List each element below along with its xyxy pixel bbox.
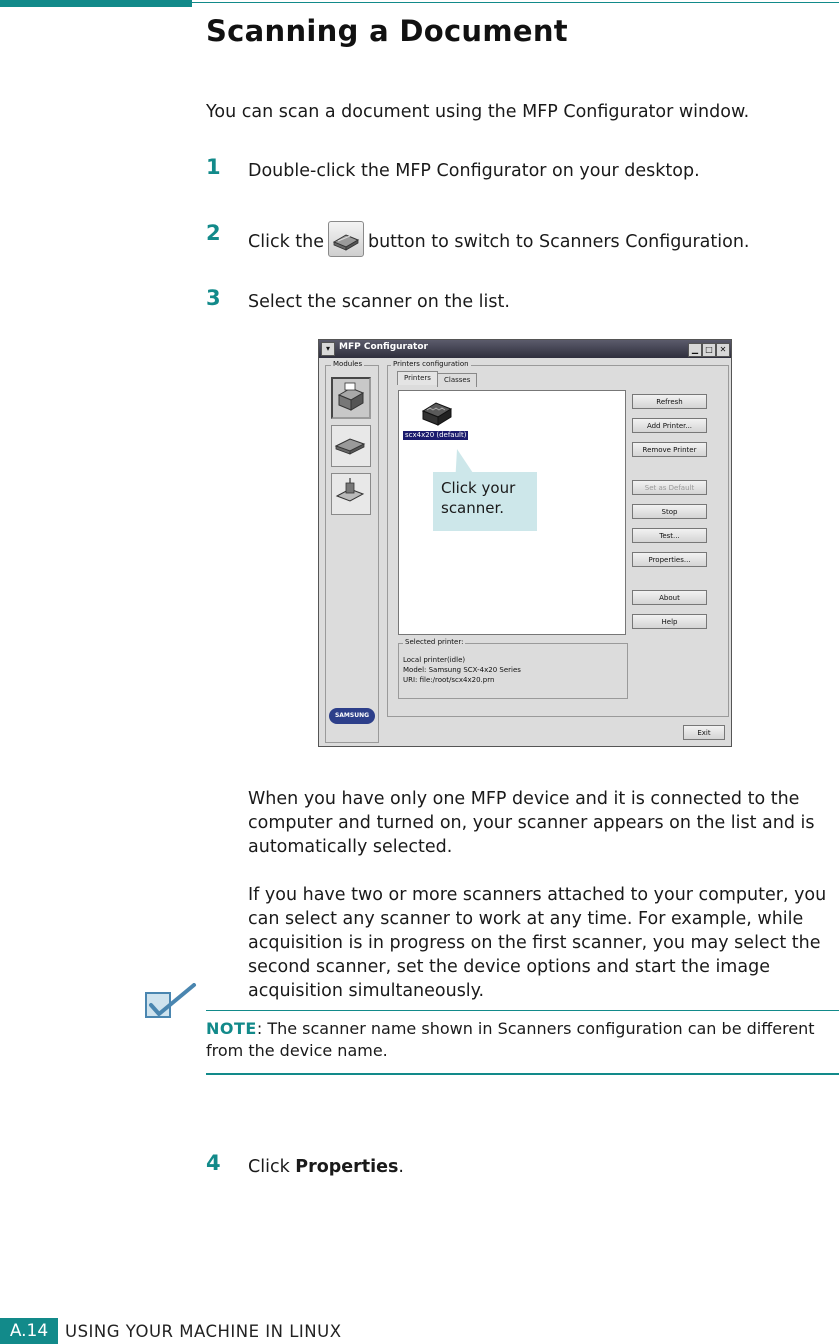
- intro-text: You can scan a document using the MFP Configurator window.: [206, 102, 750, 122]
- paragraph-single-device: When you have only one MFP device and it is connected to the computer and turned on, your scanner appears on the list and is automatically selected.: [248, 789, 815, 857]
- exit-button: Exit: [683, 725, 725, 740]
- checkmark-icon: [142, 983, 198, 1023]
- step-3-number: 3: [206, 286, 221, 310]
- callout-click-your-scanner: Click your scanner.: [433, 472, 537, 531]
- note-top-rule: [206, 1010, 839, 1011]
- step-2-text: [248, 224, 749, 260]
- step-1-number: 1: [206, 155, 221, 179]
- set-as-default-button: Set as Default: [632, 480, 707, 495]
- selected-printer-label: Selected printer:: [405, 638, 464, 646]
- note-text: [206, 1018, 836, 1062]
- window-titlebar: [319, 340, 731, 358]
- scanner-icon: [332, 426, 368, 464]
- step-2-text-before: Click the: [248, 232, 324, 252]
- printer-item-icon: [419, 397, 455, 429]
- step-4-text-before: Click: [248, 1157, 296, 1177]
- step-4-bold: Properties: [295, 1157, 399, 1177]
- samsung-logo: SAMSUNG: [329, 708, 375, 724]
- maximize-icon: □: [702, 343, 716, 357]
- about-button: About: [632, 590, 707, 605]
- modules-label: Modules: [333, 360, 363, 368]
- step-2-text-after: button to switch to Scanners Configuration.: [367, 232, 750, 252]
- add-printer-button: Add Printer...: [632, 418, 707, 433]
- scanners-module-button: [331, 425, 371, 467]
- window-menu-icon: ▾: [321, 342, 335, 356]
- printers-module-button: [331, 377, 371, 419]
- close-icon: ✕: [716, 343, 730, 357]
- printer-item-label: scx4x20 (default): [405, 431, 467, 439]
- header-rule: [192, 2, 839, 3]
- port-icon: [332, 474, 368, 512]
- stop-button: Stop: [632, 504, 707, 519]
- step-4-number: 4: [206, 1151, 221, 1175]
- modules-group: [325, 365, 379, 743]
- test-button: Test...: [632, 528, 707, 543]
- scanner-config-button: [328, 221, 364, 257]
- refresh-button: Refresh: [632, 394, 707, 409]
- scanner-icon: [329, 222, 363, 256]
- step-2-number: 2: [206, 221, 221, 245]
- step-3-text: Select the scanner on the list.: [248, 292, 510, 312]
- note-bottom-rule: [206, 1073, 839, 1075]
- help-button: Help: [632, 614, 707, 629]
- step-4-text-after: .: [398, 1157, 404, 1177]
- page-number: A.14: [0, 1318, 58, 1344]
- paragraph-multiple-scanners: If you have two or more scanners attached to your computer, you can select any scanner to work at any time. For example, while acquisition is in progress on the first scanner, you may select the second scanner, set the device options and start the image acquisition simultaneously.: [248, 885, 827, 1001]
- note-label: NOTE: [206, 1019, 257, 1038]
- window-title: MFP Configurator: [339, 342, 428, 352]
- selected-line-status: Local printer(idle): [403, 656, 466, 664]
- footer-section-title: USING YOUR MACHINE IN LINUX: [65, 1322, 342, 1341]
- header-accent-bar: [0, 0, 192, 7]
- printer-icon: [333, 379, 369, 417]
- tab-printers: Printers: [397, 371, 438, 385]
- note-body: : The scanner name shown in Scanners configuration can be different from the device name.: [206, 1019, 815, 1060]
- remove-printer-button: Remove Printer: [632, 442, 707, 457]
- mfp-configurator-screenshot: [318, 339, 732, 747]
- properties-button: Properties...: [632, 552, 707, 567]
- minimize-icon: ▁: [688, 343, 702, 357]
- step-1-text: Double-click the MFP Configurator on your desktop.: [248, 161, 700, 181]
- selected-line-model: Model: Samsung SCX-4x20 Series: [403, 666, 521, 674]
- tab-classes: Classes: [437, 373, 477, 387]
- page-title: Scanning a Document: [206, 14, 568, 48]
- ports-module-button: [331, 473, 371, 515]
- printers-configuration-label: Printers configuration: [393, 360, 469, 368]
- selected-line-uri: URI: file:/root/scx4x20.prn: [403, 676, 495, 684]
- step-4-text: [248, 1155, 404, 1179]
